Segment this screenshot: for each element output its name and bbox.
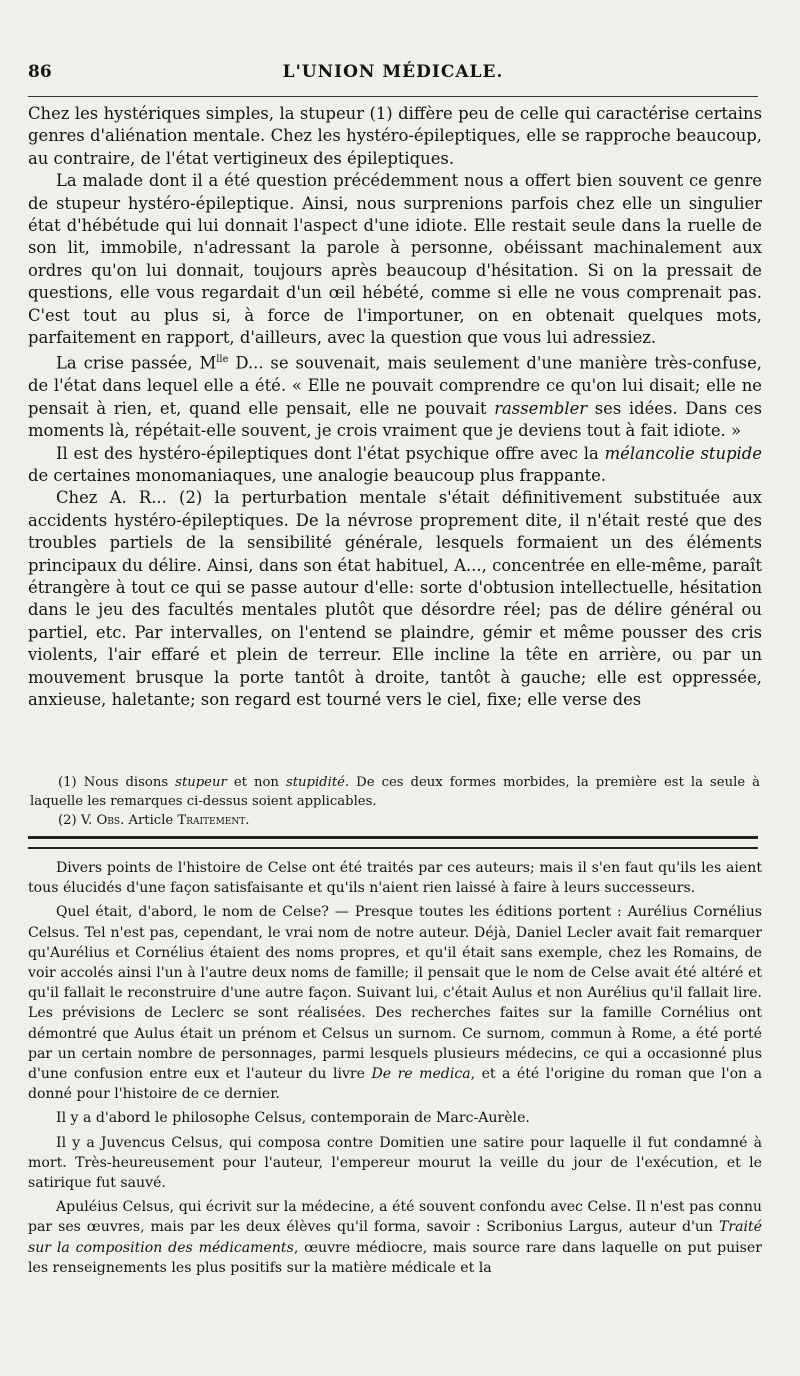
footnotes (30, 773, 760, 830)
section-divider (28, 836, 758, 849)
paragraph: Divers points de l'histoire de Celse ont été traités par ces auteurs; mais il s'en faut qu'ils les aient tous élucidés d'une façon satisfaisante et qu'ils n'aient rien laissé à faire à leurs successeurs. (28, 860, 762, 897)
paragraph: Chez les hystériques simples, la stupeur (1) diffère peu de celle qui caractérise certains genres d'aliénation mentale. Chez les hystéro-épileptiques, elle se rapproche beaucoup, au contraire, de l'état vertigineux des épileptiques. (28, 104, 762, 168)
paragraph: Il y a Juvencus Celsus, qui composa contre Domitien une satire pour laquelle il fut condamné à mort. Très-heureusement pour l'auteur, l'empereur mourut la veille du jour de l'exécution, et le satirique fut sauvé. (28, 1134, 762, 1192)
footnote: (2) V. Obs. Article Traitement. (58, 813, 250, 828)
header-rule (28, 96, 758, 97)
paragraph: La crise passée, $M^{lle}$ D... se souvenait, mais seulement d'une manière très-confuse, de l'état dans lequel elle a été. « Elle ne pouvait comprendre ce qu'on lui disait; elle ne pensait à rien, et, quand elle pensait, elle ne pouvait rassembler ses idées. Dans ces moments là, répétait-elle souvent, je crois vraiment que je deviens tout à fait idiote. » (28, 353, 762, 441)
page-header (28, 62, 758, 88)
paragraph: Il est des hystéro-épileptiques dont l'état psychique offre avec la mélancolie stupide de certaines monomaniaques, une analogie beaucoup plus frappante. (28, 443, 762, 485)
page-number: 86 (28, 62, 52, 82)
footnote: (1) Nous disons stupeur et non stupidité. De ces deux formes morbides, la première est la seule à laquelle les remarques ci-dessus soient applicables. (30, 775, 761, 809)
paragraph: La malade dont il a été question précédemment nous a offert bien souvent ce genre de stupeur hystéro-épileptique. Ainsi, nous surprenions parfois chez elle un singulier état d'hébétude qui lui donnait l'aspect d'une idiote. Elle restait seule dans la ruelle de son lit, immobile, n'adressant la parole à personne, obéissant machinalement aux ordres qu'on lui donnait, toujours après beaucoup d'hésitation. Si on la pressait de questions, elle vous regardait d'un œil hébété, comme si elle ne vous comprenait pas. C'est tout au plus si, à force de l'importuner, on en obtenait quelques mots, parfaitement en rapport, d'ailleurs, avec la question que vous lui adressiez. (28, 171, 762, 348)
article-section-hysteria (28, 103, 762, 711)
paragraph: Il y a d'abord le philosophe Celsus, contemporain de Marc-Aurèle. (56, 1110, 530, 1127)
paragraph: Quel était, d'abord, le nom de Celse? — Presque toutes les éditions portent : Aurélius Cornélius Celsus. Tel n'est pas, cependant, le vrai nom de notre auteur. Déjà, Daniel Lecler avait fait remarquer qu'Aurélius et Cornélius étaient des noms propres, et qu'il était sans exemple, chez les Romains, de voir accolés ainsi l'un à l'autre deux noms de famille; il pensait que le nom de Celse avait été altéré et qu'il fallait le reconstruire d'une autre façon. Suivant lui, c'était Aulus et non Aurélius qu'il fallait lire. Les prévisions de Leclerc se sont réalisées. Des recherches faites sur la famille Cornélius ont démontré que Aulus était un prénom et Celsus un surnom. Ce surnom, commun à Rome, a été porté par un certain nombre de personnages, parmi lesquels plusieurs médecins, ce qui a occasionné plus d'une confusion entre eux et l'auteur du livre De re medica, et a été l'origine du roman que l'on a donné pour l'histoire de ce dernier. (28, 904, 762, 1103)
paragraph: Apuléius Celsus, qui écrivit sur la médecine, a été souvent confondu avec Celse. Il n'est pas connu par ses œuvres, mais par les deux élèves qu'il forma, savoir : Scribonius Largus, auteur d'un Traité sur la composition des médicaments, œuvre médiocre, mais source rare dans laquelle on put puiser les renseignements les plus positifs sur la matière médicale et la (28, 1199, 762, 1276)
article-section-celse (28, 858, 762, 1282)
running-title: L'UNION MÉDICALE. (282, 62, 504, 82)
paragraph: Chez A. R... (2) la perturbation mentale s'était définitivement substituée aux accidents hystéro-épileptiques. De la névrose proprement dite, il n'était resté que des troubles partiels de la sensibilité générale, lesquels formaient un des éléments principaux du délire. Ainsi, dans son état habituel, A..., concentrée en elle-même, paraît étrangère à tout ce qui se passe autour d'elle: sorte d'obtusion intellectuelle, hésitation dans le jeu des facultés mentales plutôt que désordre réel; pas de délire général ou partiel, etc. Par intervalles, on l'entend se plaindre, gémir et même pousser des cris violents, l'air effaré et plein de terreur. Elle incline la tête en arrière, ou par un mouvement brusque la porte tantôt à droite, tantôt à gauche; elle est oppressée, anxieuse, haletante; son regard est tourné vers le ciel, fixe; elle verse des (28, 488, 762, 710)
